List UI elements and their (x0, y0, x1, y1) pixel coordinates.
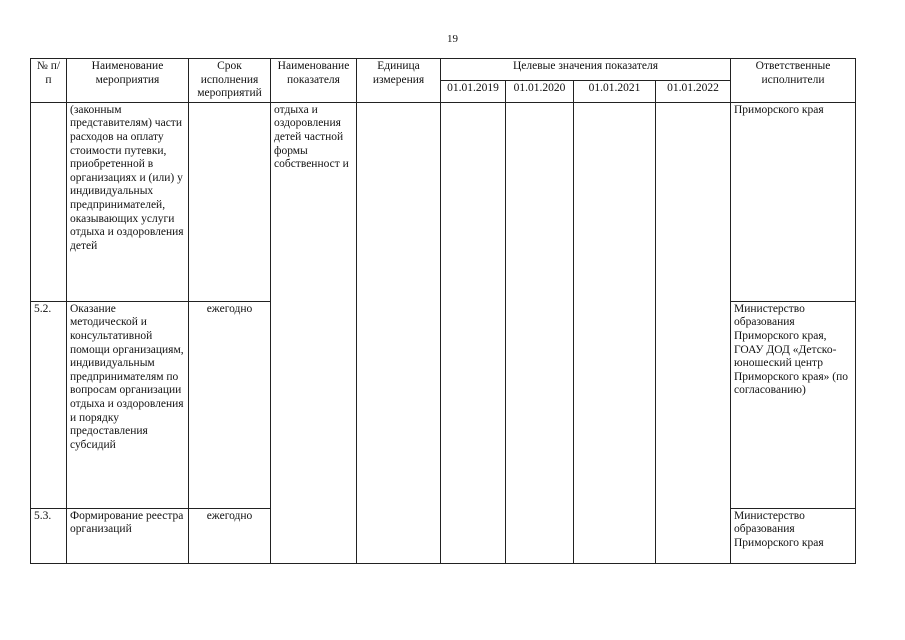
cell-value (656, 301, 731, 508)
header-targets: Целевые значения показателя (441, 59, 731, 81)
cell-responsible: Приморского края (731, 102, 856, 301)
header-unit: Единица измерения (357, 59, 441, 103)
table-row (31, 508, 856, 563)
cell-deadline: ежегодно (189, 508, 271, 563)
cell-num (31, 102, 67, 301)
header-responsible: Ответственные исполнители (731, 59, 856, 103)
cell-value (441, 301, 506, 508)
cell-event: Формирование реестра организаций (67, 508, 189, 563)
cell-value (656, 102, 731, 301)
cell-value (506, 301, 574, 508)
action-plan-table (30, 58, 856, 564)
page-number: 19 (447, 33, 458, 45)
header-deadline: Срок исполнения мероприятий (189, 59, 271, 103)
cell-value (574, 508, 656, 563)
header-year: 01.01.2020 (506, 80, 574, 102)
cell-event: (законным представителям) части расходов на оплату стоимости путевки, приобретенной в организациях и (или) у индивидуальных предпринимателей, оказывающих услуги отдыха и оздоровления детей (67, 102, 189, 301)
header-event: Наименование мероприятия (67, 59, 189, 103)
cell-unit (357, 508, 441, 563)
cell-value (441, 508, 506, 563)
header-num: № п/п (31, 59, 67, 103)
cell-deadline: ежегодно (189, 301, 271, 508)
header-year: 01.01.2021 (574, 80, 656, 102)
cell-event: Оказание методической и консультативной помощи организациям, индивидуальным предпринимателям по вопросам организации отдыха и оздоровления и порядку предоставления субсидий (67, 301, 189, 508)
cell-responsible: Министерство образования Приморского края (731, 508, 856, 563)
cell-value (506, 102, 574, 301)
cell-indicator (271, 508, 357, 563)
cell-num: 5.2. (31, 301, 67, 508)
cell-indicator (271, 301, 357, 508)
table-row (31, 102, 856, 301)
header-row (31, 59, 856, 81)
table-row (31, 301, 856, 508)
cell-value (656, 508, 731, 563)
cell-unit (357, 301, 441, 508)
cell-indicator: отдыха и оздоровления детей частной формы собственност и (271, 102, 357, 301)
cell-num: 5.3. (31, 508, 67, 563)
cell-responsible: Министерство образования Приморского края, ГОАУ ДОД «Детско-юношеский центр Приморского края» (по согласованию) (731, 301, 856, 508)
cell-value (574, 301, 656, 508)
cell-value (574, 102, 656, 301)
cell-unit (357, 102, 441, 301)
header-indicator: Наименование показателя (271, 59, 357, 103)
cell-deadline (189, 102, 271, 301)
header-year: 01.01.2022 (656, 80, 731, 102)
cell-value (506, 508, 574, 563)
header-year: 01.01.2019 (441, 80, 506, 102)
cell-value (441, 102, 506, 301)
